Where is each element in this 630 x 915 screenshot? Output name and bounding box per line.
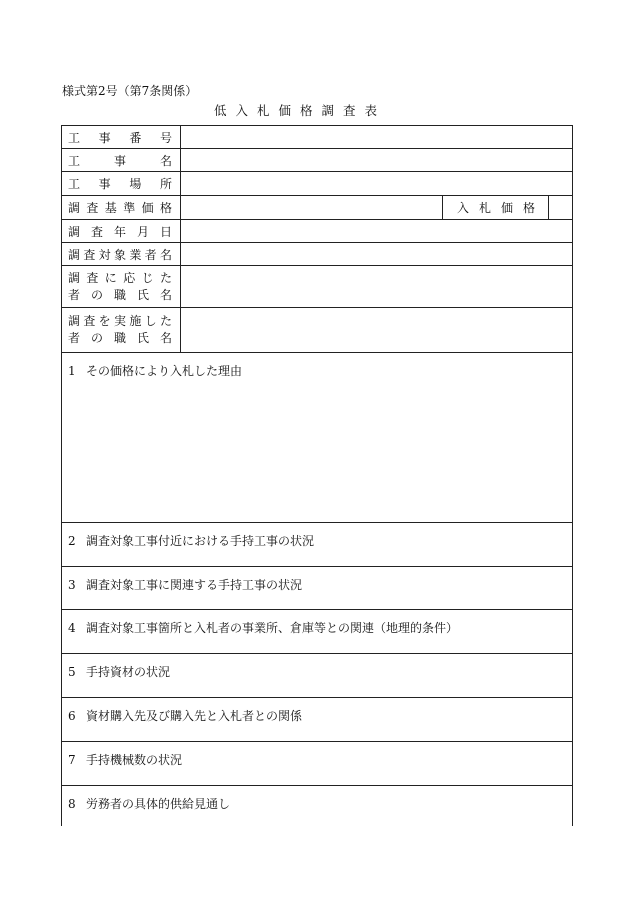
section-title: その価格により入札した理由 [86,364,243,378]
section-bid-reason[interactable]: 1 その価格により入札した理由 [62,353,572,523]
row-target-company [62,243,572,266]
construction-name-field[interactable] [182,149,572,171]
survey-date-field[interactable] [182,220,572,242]
section-related-works[interactable]: 3 調査対象工事に関連する手持工事の状況 [62,567,572,610]
row-construction-name [62,149,572,172]
label-construction-site: 工事場所 [62,172,181,195]
survey-table [61,125,573,826]
section-title: 調査対象工事付近における手持工事の状況 [86,534,315,548]
row-respondent [62,266,572,308]
row-construction-number [62,126,572,149]
construction-site-field[interactable] [182,172,572,195]
form-number: 様式第2号（第7条関係） [62,84,198,98]
section-labor-supply[interactable]: 8 労務者の具体的供給見通し [68,797,231,811]
label-survey-date: 調査年月日 [62,220,181,242]
investigator-field[interactable] [182,308,572,352]
label-respondent: 調査に応じた 者の職氏名 [62,266,181,307]
section-title: 調査対象工事箇所と入札者の事業所、倉庫等との関連（地理的条件） [86,621,459,635]
section-title: 手持機械数の状況 [86,753,183,767]
label-standard-price: 調査基準価格 [62,196,181,219]
label-construction-name: 工事名 [62,149,181,171]
page-title: 低入札価格調査表 [213,103,386,118]
row-construction-site [62,172,572,196]
section-nearby-works[interactable]: 2 調査対象工事付近における手持工事の状況 [62,523,572,567]
label-investigator: 調査を実施した 者の職氏名 [62,308,181,352]
row-survey-date [62,220,572,243]
construction-number-field[interactable] [182,126,572,148]
section-title: 労務者の具体的供給見通し [86,797,231,811]
standard-price-field[interactable] [182,196,572,219]
section-title: 調査対象工事に関連する手持工事の状況 [86,578,303,592]
respondent-field[interactable] [182,266,572,307]
label-target-company: 調査対象業者名 [62,243,181,265]
section-title: 資材購入先及び購入先と入札者との関係 [86,709,303,723]
section-machinery[interactable]: 7 手持機械数の状況 [62,742,572,786]
label-bid-price: 入札価格 [442,196,549,219]
section-geographic-conditions[interactable]: 4 調査対象工事箇所と入札者の事業所、倉庫等との関連（地理的条件） [62,610,572,654]
bid-price-field[interactable] [550,196,572,219]
section-title: 手持資材の状況 [86,665,171,679]
section-materials-on-hand[interactable]: 5 手持資材の状況 [62,654,572,698]
row-investigator [62,308,572,353]
target-company-field[interactable] [182,243,572,265]
section-suppliers[interactable]: 6 資材購入先及び購入先と入札者との関係 [62,698,572,742]
row-standard-price [62,196,572,220]
label-construction-number: 工事番号 [62,126,181,148]
